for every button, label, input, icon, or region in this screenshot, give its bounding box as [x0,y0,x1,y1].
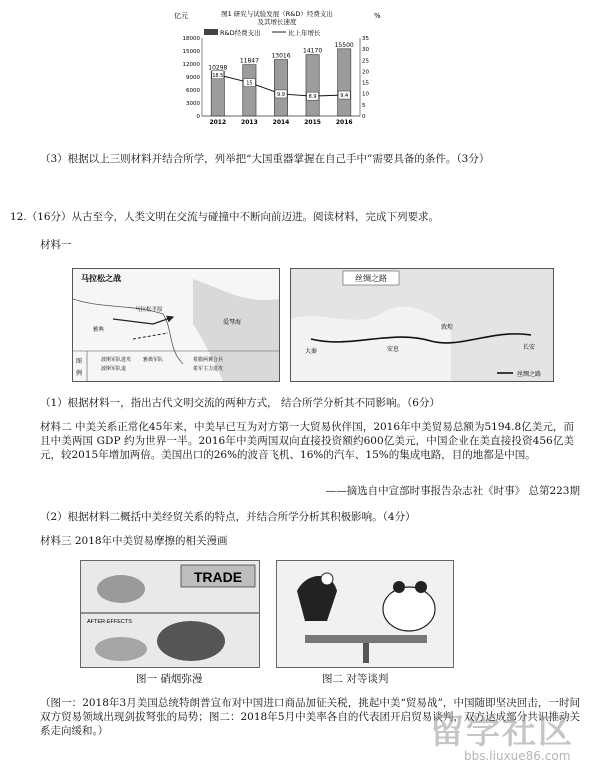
question-3: （3）根据以上三则材料并结合所学，列举把“大国重器掌握在自己手中”需要具备的条件。（3分） [40,153,490,165]
map1-place-plain: 马拉松平原 [135,307,163,313]
map1-place-athens: 雅典 [93,327,105,333]
cartoon1-caption: 图一 硝烟弥漫 [136,673,203,685]
cartoon-equal-negotiation [276,560,454,668]
material-2-citation: ——摘选自中宣部时事报告杂志社《时事》 总第223期 [325,485,580,497]
y-tick-left: 0 [196,114,200,120]
rd-chart-svg [172,8,382,130]
chart-title-line2: 及其增长速度 [257,18,297,26]
question-1: （1）根据材料一，指出古代文明交流的两种方式， 结合所学分析其不同影响。（6分） [40,397,440,409]
chart-unit-right: % [374,12,381,20]
y-tick-left: 12000 [182,62,200,68]
material-3-label: 材料三 2018年中美贸易摩擦的相关漫画 [40,535,228,547]
rd-expenditure-chart [172,8,382,130]
watermark-url: bbs.liuxue86.com [464,749,571,763]
legend-d: 希腊两翼合兵 [193,357,224,363]
cartoon1-bomb [157,621,225,661]
growth-value-label: 9.4 [340,93,349,100]
bar [338,49,351,116]
bar-value-label: 11847 [239,57,259,65]
y-tick-right: 10 [362,91,369,98]
cartoon1-svg [81,561,259,667]
negotiation-plank [305,635,427,643]
marathon-battle-map [72,268,280,382]
cartoon-smoke-filled [80,560,260,668]
legend-line-label: 比上年增长 [288,29,321,37]
map2-legend: 丝绸之路 [517,371,542,378]
question-2: （2）根据材料二概括中美经贸关系的特点，并结合所学分析其积极影响。（4分） [40,511,416,523]
bar [243,65,256,116]
chart-title-line1: 图1 研究与试验发展（R&D）经费支出 [221,10,333,18]
question-12-intro: 12.（16分）从古至今，人类文明在交流与碰撞中不断向前迈进。阅读材料，完成下列要求。 [10,211,440,223]
growth-value-label: 18.5 [212,72,224,79]
y-tick-right: 30 [362,47,369,54]
y-tick-right: 15 [362,80,369,87]
x-tick-label: 2015 [304,119,321,126]
y-tick-right: 35 [362,36,369,42]
growth-value-label: 15 [246,80,253,87]
cartoon1-trade: TRADE [193,569,243,585]
y-tick-left: 9000 [186,75,200,81]
map2-city2: 敦煌 [441,324,454,331]
bar [306,55,319,116]
map1-title: 马拉松之战 [81,273,121,283]
cartoon2-svg [277,561,453,667]
panda-figure [383,587,435,631]
legend-label-1: 图 [76,358,83,365]
marathon-map-svg [73,269,279,381]
legend-b: 波斯军队退 [101,366,127,372]
watermark-logo [430,704,590,764]
legend-bar-swatch [204,29,218,35]
cartoon1-cannon-smoke [97,575,145,603]
map2-title: 丝绸之路 [355,274,387,283]
cartoon1-after: AFTER-EFFECTS [87,619,132,625]
map2-city3: 安息 [387,346,400,353]
bar-value-label: 13016 [271,52,291,60]
x-tick-label: 2013 [241,119,258,126]
legend-bar-label: R&D经费支出 [220,29,261,37]
legend-c: 雅典军队 [143,357,164,363]
land-area [291,307,454,381]
y-tick-right: 0 [362,114,366,120]
x-tick-label: 2014 [272,119,290,126]
y-tick-left: 3000 [186,101,200,107]
bar [274,60,287,116]
y-tick-left: 15000 [182,49,200,55]
growth-value-label: 8.9 [308,94,317,101]
map1-place-sea: 爱琴海 [223,319,242,326]
chart-unit-left: 亿元 [174,12,188,20]
watermark-main: 留学社区 [430,712,574,752]
y-tick-right: 20 [362,69,369,76]
map2-city1: 长安 [523,344,536,351]
x-tick-label: 2012 [209,119,227,126]
cartoon2-caption: 图二 对等谈判 [322,673,389,685]
silk-road-map [290,268,554,382]
bar-value-label: 14170 [303,47,323,55]
legend-label-2: 例 [76,370,83,377]
material-2: 材料二 中美关系正常化45年来，中美早已互为对方第一大贸易伙伴国，2016年中美贸易总额为5194.8亿美元，而且中美两国 GDP 约为世界一半。2016年中美两国双向直接投资额约600亿美元，中国企业在美直接投资456亿美元，较2015年增加两倍。美国出口的26%的波音飞机、16%的汽车、15%的集成电路，目的地都是中国。 [40,421,574,461]
bar-value-label: 15500 [334,41,354,49]
cartoon-description: （图一：2018年3月美国总统特朗普宣布对中国进口商品加征关税，挑起中美“贸易战”，中国随即坚决回击，一时间双方贸易领域出现剑拔弩张的局势；图二：2018年5月中美率各自的代表团开启贸易谈判，双方达成部分共识推动关系走向缓和。） [40,697,580,737]
map2-city4: 大秦 [305,348,318,355]
y-tick-left: 18000 [182,36,200,42]
y-tick-right: 25 [362,58,369,65]
y-tick-left: 6000 [186,88,200,94]
legend-e: 希军主力进攻 [193,366,224,372]
silk-road-svg [291,269,553,381]
material-1-label: 材料一 [40,239,72,251]
legend-a: 波斯军队进攻 [101,357,132,363]
growth-value-label: 9.9 [277,91,285,98]
x-tick-label: 2016 [335,119,353,126]
bar-value-label: 10298 [208,64,228,72]
y-tick-right: 5 [362,102,366,109]
